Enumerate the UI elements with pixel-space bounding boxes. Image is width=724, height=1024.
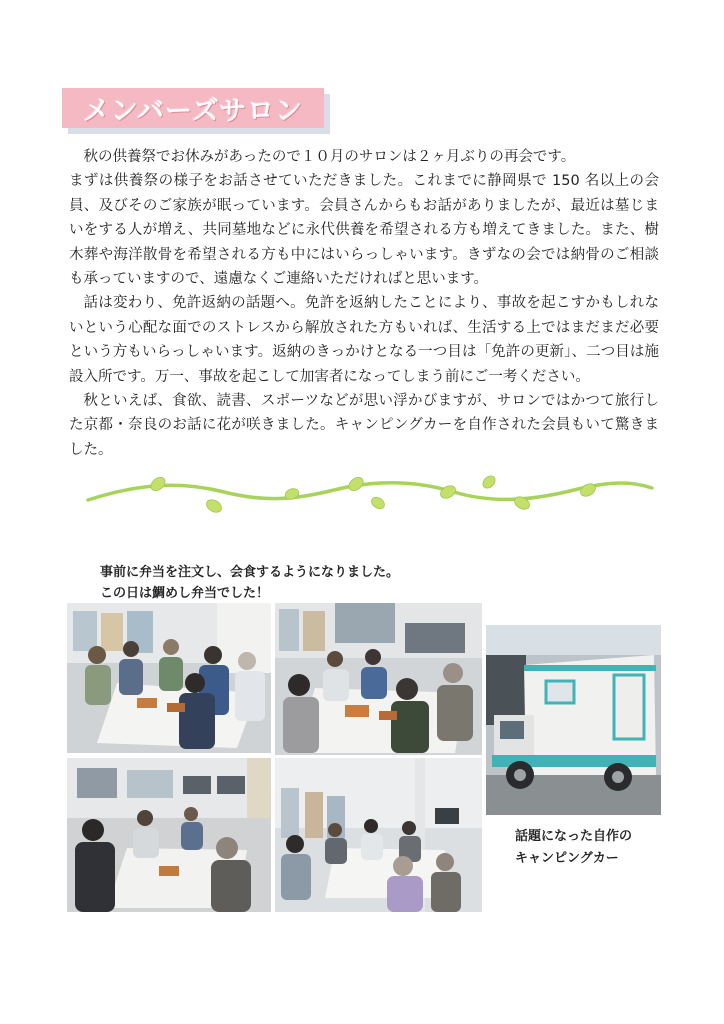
paragraph-3: 話は変わり、免許返納の話題へ。免許を返納したことにより、事故を起こすかもしれないという心配な面でのストレスから解放された方もいれば、生活する上ではまだまだ必要という方もいらっしゃいます。返納のきっかけとなる一つ目は「免許の更新」、二つ目は施設入所です。万一、事故を起こして加害者になってしまう前にご一考ください。 — [69, 295, 659, 385]
caption-line: キャンピングカー — [515, 851, 619, 866]
paragraph-1: 秋の供養祭でお休みがあったので１０月のサロンは２ヶ月ぶりの再会です。 — [83, 149, 576, 165]
section-title — [62, 88, 328, 132]
title-banner — [62, 88, 324, 128]
photo-caption-left — [100, 562, 399, 604]
article-body — [69, 145, 659, 462]
photo-lunch-4 — [275, 758, 482, 912]
paragraph-2: まずは供養祭の様子をお話させていただきました。これまでに静岡県で 150 名以上の会員、及びそのご家族が眠っています。会員さんからもお話がありましたが、最近は墓じまいをする人が増え、共同墓地などに永代供養を希望される方も増えてきました。また、樹木葬や海洋散骨を希望される方も中にはいらっしゃいます。きずなの会では納骨のご相談も承っていますので、遠慮なくご連絡いただければと思います。 — [69, 173, 659, 288]
photo-lunch-3 — [67, 758, 271, 912]
photo-lunch-2 — [275, 603, 482, 755]
caption-line: この日は鯛めし弁当でした！ — [100, 586, 270, 601]
leaf-icon — [369, 495, 386, 511]
photo-caption-right — [515, 826, 632, 870]
caption-line: 話題になった自作の — [515, 829, 633, 844]
leaf-icon — [346, 475, 365, 494]
photo-camping-car — [486, 625, 661, 815]
paragraph-4: 秋といえば、食欲、読書、スポーツなどが思い浮かびますが、サロンではかつて旅行した京都・奈良のお話に花が咲きました。キャンピングカーを自作された会員もいて驚きました。 — [69, 393, 659, 458]
photo-lunch-1 — [67, 603, 271, 753]
leaf-icon — [148, 475, 167, 494]
leaf-icon — [204, 497, 223, 515]
leaf-icon — [481, 474, 498, 491]
leaf-icon — [438, 483, 457, 501]
vine-ornament — [84, 470, 656, 520]
caption-line: 事前に弁当を注文し、会食するようになりました。 — [100, 565, 400, 580]
title-text: メンバーズサロン — [82, 95, 304, 127]
